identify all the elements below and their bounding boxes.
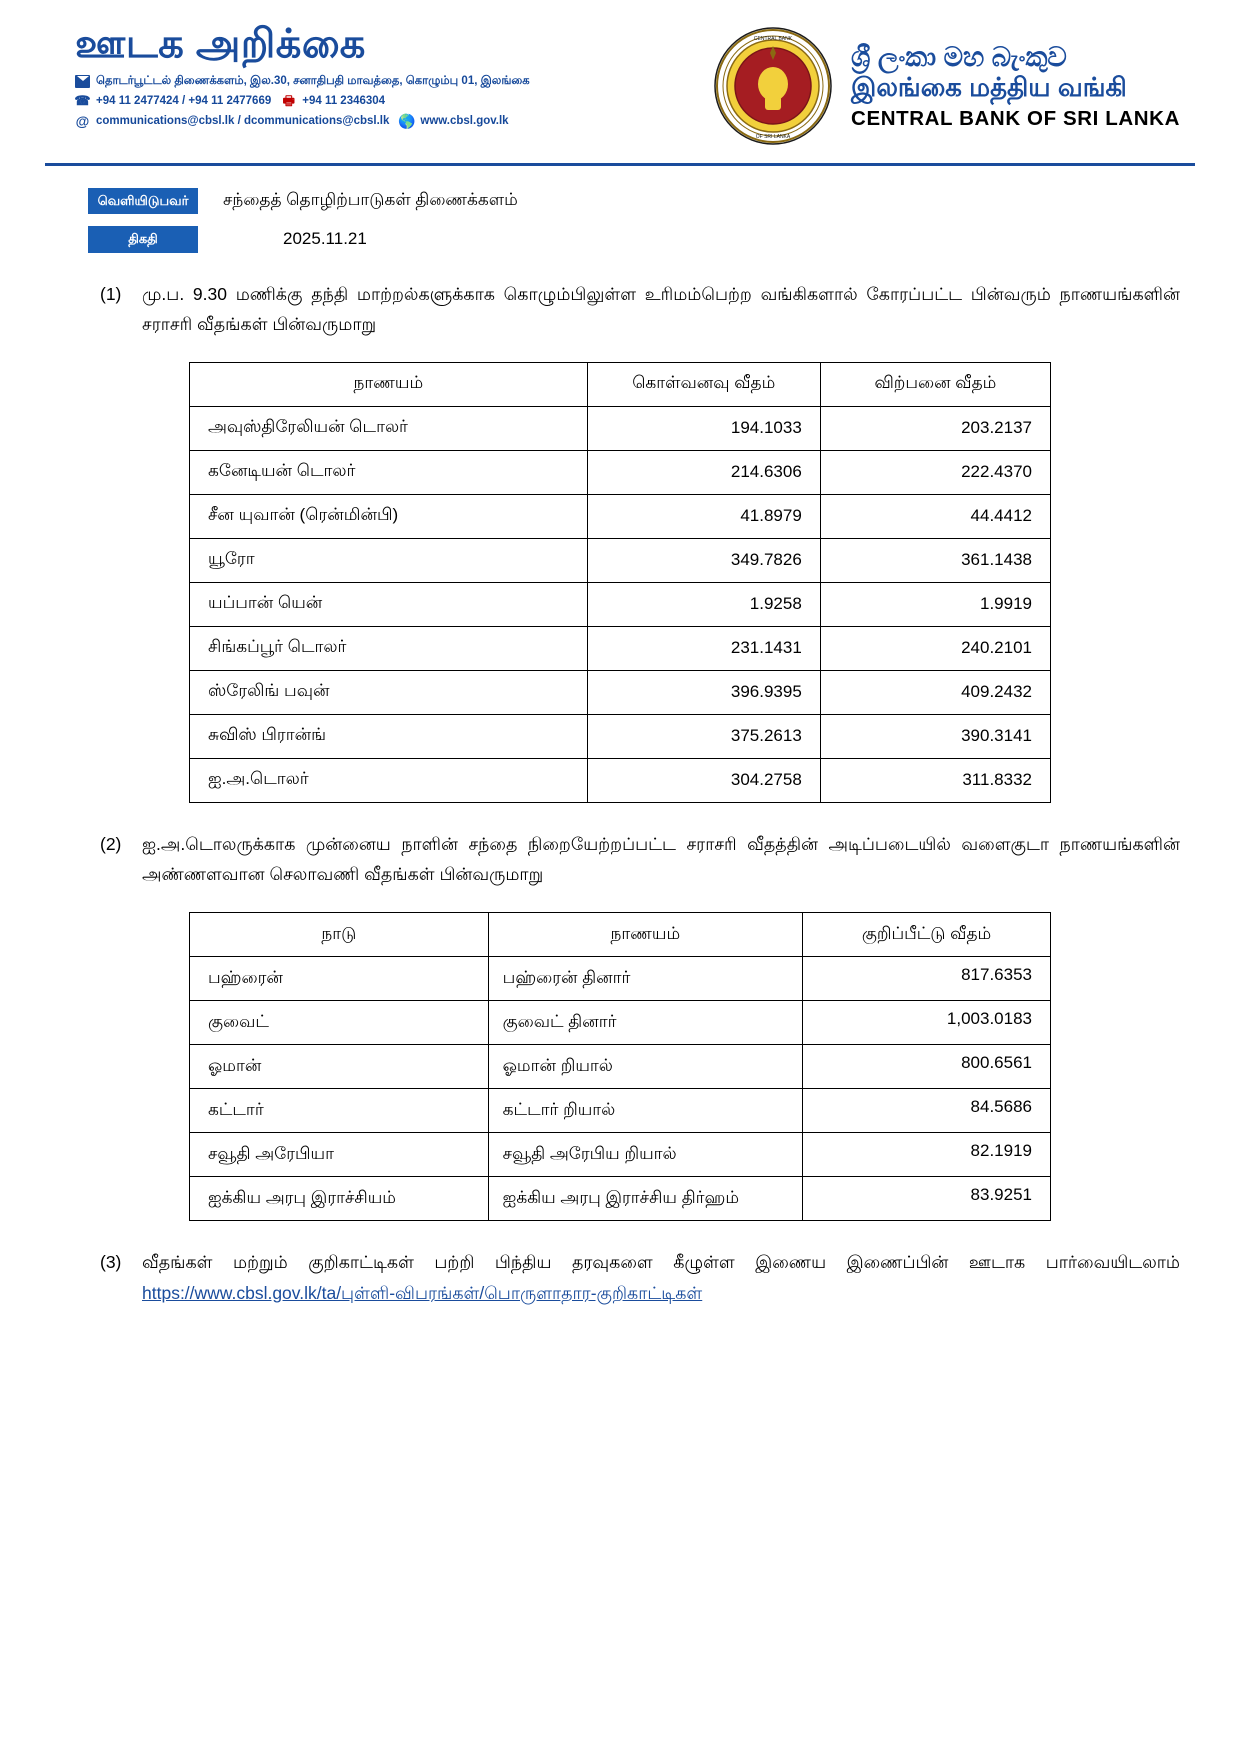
paragraph-1-number: (1) <box>100 283 122 304</box>
table-row <box>190 1133 1051 1177</box>
table1-cell-buy: 214.6306 <box>587 450 820 494</box>
table2-cell-rate: 800.6561 <box>803 1045 1051 1089</box>
header-divider <box>45 163 1195 166</box>
issuer-label: வெளியிடுபவர் <box>88 188 198 214</box>
paragraph-3-text: வீதங்கள் மற்றும் குறிகாட்டிகள் பற்றி பிந்திய தரவுகளை கீழுள்ள இணைய இணைப்பின் ஊடாக பார்வையிடலாம் <box>142 1252 1180 1273</box>
cbsl-statistics-link[interactable]: https://www.cbsl.gov.lk/ta/புள்ளி-விபரங்கள்/பொருளாதார-குறிகாட்டிகள் <box>142 1282 703 1303</box>
table2-cell-country: ஓமான் <box>190 1045 489 1089</box>
phone-icon: ☎ <box>74 92 91 108</box>
table2-body <box>190 957 1051 1221</box>
table1-cell-sell: 222.4370 <box>820 450 1050 494</box>
table1-cell-buy: 304.2758 <box>587 758 820 802</box>
bank-name-tamil: இலங்கை மத்திய வங்கி <box>851 71 1127 102</box>
press-release-title: ஊடக அறிக்கை <box>75 22 366 66</box>
contact-phone-text: +94 11 2477424 / +94 11 2477669 <box>96 94 272 107</box>
header-left-block <box>75 22 635 134</box>
table-row <box>190 714 1051 758</box>
table1-header-row <box>190 362 1051 406</box>
table1-cell-buy: 231.1431 <box>587 626 820 670</box>
table1-cell-currency: சீன யுவான் (ரென்மின்பி) <box>190 494 588 538</box>
paragraph-1 <box>100 279 1180 340</box>
contact-web-text: www.cbsl.gov.lk <box>420 114 509 127</box>
table2-header-country: நாடு <box>190 913 489 957</box>
central-bank-emblem-icon <box>713 26 833 146</box>
table1-cell-buy: 396.9395 <box>587 670 820 714</box>
table-row <box>190 957 1051 1001</box>
table1-cell-currency: அவுஸ்திரேலியன் டொலர் <box>190 406 588 450</box>
paragraph-3-text-block <box>142 1247 1180 1308</box>
date-row <box>88 226 1240 252</box>
table1-head <box>190 362 1051 406</box>
table-row <box>190 538 1051 582</box>
table1-header-currency: நாணயம் <box>190 362 588 406</box>
table-row <box>190 758 1051 802</box>
table2-cell-currency: பஹ்ரைன் தினார் <box>488 957 802 1001</box>
table1-cell-sell: 44.4412 <box>820 494 1050 538</box>
table1-header-selling: விற்பனை வீதம் <box>820 362 1050 406</box>
table2-cell-country: கட்டார் <box>190 1089 489 1133</box>
contact-fax-text: +94 11 2346304 <box>302 94 386 107</box>
date-value: 2025.11.21 <box>283 229 367 249</box>
table1-cell-buy: 349.7826 <box>587 538 820 582</box>
table-row <box>190 1001 1051 1045</box>
table1-cell-buy: 194.1033 <box>587 406 820 450</box>
table1-cell-sell: 361.1438 <box>820 538 1050 582</box>
paragraph-3 <box>100 1247 1180 1308</box>
table2-header-rate: குறிப்பீட்டு வீதம் <box>803 913 1051 957</box>
contact-phone-line <box>75 94 635 109</box>
table1-cell-currency: சிங்கப்பூர் டொலர் <box>190 626 588 670</box>
table1-header-buying: கொள்வனவு வீதம் <box>587 362 820 406</box>
table2-cell-rate: 83.9251 <box>803 1177 1051 1221</box>
meta-block <box>0 188 1240 253</box>
date-label: திகதி <box>88 226 198 252</box>
table1-cell-buy: 41.8979 <box>587 494 820 538</box>
table2-cell-currency: ஓமான் றியால் <box>488 1045 802 1089</box>
table1-cell-buy: 375.2613 <box>587 714 820 758</box>
table2-cell-currency: சவூதி அரேபிய றியால் <box>488 1133 802 1177</box>
bank-name-sinhala: ශ්‍රී ලංකා මහ බැංකුව <box>851 41 1067 72</box>
table1-cell-currency: சுவிஸ் பிரான்ங் <box>190 714 588 758</box>
globe-icon: 🌎 <box>398 113 416 130</box>
contact-address-text: தொடர்பூட்டல் திணைக்களம், இல.30, சனாதிபதி மாவத்தை, கொழும்பு 01, இலங்கை <box>96 75 530 87</box>
at-icon: @ <box>75 113 90 130</box>
table-row <box>190 670 1051 714</box>
svg-text:CENTRAL BANK: CENTRAL BANK <box>753 36 793 42</box>
mail-icon <box>75 75 90 88</box>
table2-cell-country: குவைட் <box>190 1001 489 1045</box>
contact-address-line <box>75 74 635 89</box>
bank-name-english: CENTRAL BANK OF SRI LANKA <box>851 106 1180 130</box>
svg-text:OF SRI LANKA: OF SRI LANKA <box>755 134 791 140</box>
table1-body <box>190 406 1051 802</box>
table1-cell-currency: ஐ.அ.டொலர் <box>190 758 588 802</box>
table2-cell-rate: 817.6353 <box>803 957 1051 1001</box>
table1-cell-currency: யப்பான் யென் <box>190 582 588 626</box>
gulf-rates-table-wrap <box>0 912 1240 1221</box>
table1-cell-currency: கனேடியன் டொலர் <box>190 450 588 494</box>
gulf-rates-table <box>189 912 1051 1221</box>
table2-cell-country: பஹ்ரைன் <box>190 957 489 1001</box>
table-row <box>190 450 1051 494</box>
header-right-block <box>713 22 1180 146</box>
table2-head <box>190 913 1051 957</box>
table1-cell-sell: 1.9919 <box>820 582 1050 626</box>
contact-email-text: communications@cbsl.lk / dcommunications@cbsl.lk <box>96 114 390 127</box>
table-row <box>190 626 1051 670</box>
issuer-value: சந்தைத் தொழிற்பாடுகள் திணைக்களம் <box>223 190 518 210</box>
contact-email-line <box>75 114 635 129</box>
table2-cell-rate: 82.1919 <box>803 1133 1051 1177</box>
table1-cell-sell: 390.3141 <box>820 714 1050 758</box>
exchange-rates-table <box>189 362 1051 803</box>
table1-cell-sell: 240.2101 <box>820 626 1050 670</box>
table2-cell-currency: ஐக்கிய அரபு இராச்சிய திர்ஹம் <box>488 1177 802 1221</box>
paragraph-2 <box>100 829 1180 890</box>
issuer-row <box>88 188 1240 214</box>
table1-cell-sell: 203.2137 <box>820 406 1050 450</box>
table-row <box>190 494 1051 538</box>
exchange-rates-table-wrap <box>0 362 1240 803</box>
table2-cell-currency: கட்டார் றியால் <box>488 1089 802 1133</box>
table2-cell-rate: 84.5686 <box>803 1089 1051 1133</box>
table2-header-row <box>190 913 1051 957</box>
table2-cell-country: சவூதி அரேபியா <box>190 1133 489 1177</box>
table-row <box>190 1045 1051 1089</box>
table2-cell-rate: 1,003.0183 <box>803 1001 1051 1045</box>
paragraph-2-number: (2) <box>100 833 122 854</box>
table-row <box>190 1089 1051 1133</box>
fax-icon: 🖶 <box>282 92 295 108</box>
table-row <box>190 406 1051 450</box>
table-row <box>190 1177 1051 1221</box>
table1-cell-currency: ஸ்ரேலிங் பவுன் <box>190 670 588 714</box>
table1-cell-sell: 311.8332 <box>820 758 1050 802</box>
table1-cell-buy: 1.9258 <box>587 582 820 626</box>
table2-cell-currency: குவைட் தினார் <box>488 1001 802 1045</box>
paragraph-2-text: ஐ.அ.டொலருக்காக முன்னைய நாளின் சந்தை நிறையேற்றப்பட்ட சராசரி வீதத்தின் அடிப்படையில் வளைகுடா நாணயங்களின் அண்ணளவான செலாவணி வீதங்கள் பின்வருமாறு <box>142 833 1180 885</box>
table2-header-currency: நாணயம் <box>488 913 802 957</box>
table2-cell-country: ஐக்கிய அரபு இராச்சியம் <box>190 1177 489 1221</box>
document-header <box>0 0 1240 146</box>
table-row <box>190 582 1051 626</box>
bank-name-block <box>851 42 1180 131</box>
table1-cell-sell: 409.2432 <box>820 670 1050 714</box>
paragraph-3-number: (3) <box>100 1252 122 1273</box>
table1-cell-currency: யூரோ <box>190 538 588 582</box>
paragraph-1-text: மு.ப. 9.30 மணிக்கு தந்தி மாற்றல்களுக்காக கொழும்பிலுள்ள உரிமம்பெற்ற வங்கிகளால் கோரப்பட்ட பின்வரும் நாணயங்களின் சராசரி வீதங்கள் பின்வருமாறு <box>142 283 1180 335</box>
